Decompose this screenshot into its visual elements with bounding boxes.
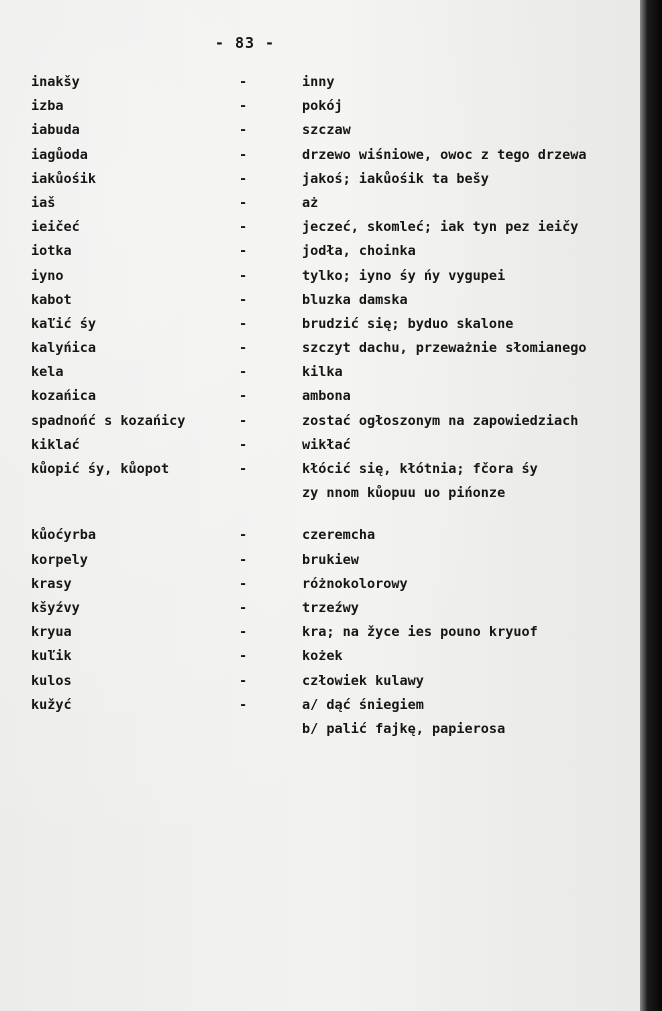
glossary-continuation-row <box>31 481 641 505</box>
separator-dash: - <box>239 146 248 163</box>
separator-dash: - <box>239 527 248 544</box>
separator-dash: - <box>239 461 248 477</box>
separator-dash: - <box>239 599 248 616</box>
separator-dash: - <box>239 315 248 332</box>
definition: jodła, choinka <box>302 243 416 260</box>
separator-dash: - <box>239 340 248 357</box>
glossary-row <box>31 596 641 620</box>
definition: aż <box>302 194 319 211</box>
separator-dash: - <box>239 219 248 236</box>
definition: kłócić się, kłótnia; fčora śy <box>302 461 538 477</box>
glossary-row <box>31 70 641 94</box>
definition: a/ dąć śniegiem <box>302 696 424 713</box>
dialect-term: kšyźvy <box>31 599 80 616</box>
separator-dash: - <box>239 267 248 284</box>
glossary-row <box>31 360 641 384</box>
separator-dash: - <box>239 575 248 592</box>
glossary-row <box>31 523 641 547</box>
definition-continuation: b/ palić fajkę, papierosa <box>302 720 506 737</box>
dialect-term: kalyńica <box>31 340 97 357</box>
glossary-row <box>31 215 641 239</box>
definition: szczyt dachu, przeważnie słomianego <box>302 340 587 357</box>
glossary-row <box>31 384 641 408</box>
definition: jakoś; iakůośik ta bešy <box>302 170 489 187</box>
definition: brudzić się; byduo skalone <box>302 315 514 332</box>
definition: tylko; iyno śy ńy vygupei <box>302 267 506 284</box>
dialect-term: krasy <box>31 575 72 592</box>
glossary-row <box>31 409 641 433</box>
dialect-term: iagůoda <box>31 146 88 163</box>
glossary-row <box>31 548 641 572</box>
glossary-row <box>31 457 641 481</box>
definition: inny <box>302 74 335 90</box>
separator-dash: - <box>239 194 248 211</box>
dialect-term: kabot <box>31 291 72 308</box>
glossary-row <box>31 572 641 596</box>
separator-dash: - <box>239 672 248 689</box>
glossary-row <box>31 264 641 288</box>
definition: trzeźwy <box>302 599 359 616</box>
separator-dash: - <box>239 243 248 260</box>
separator-dash: - <box>239 551 248 568</box>
dialect-term: iyno <box>31 267 64 284</box>
definition-continuation: zy nnom kůopuu uo pińonze <box>302 485 506 502</box>
glossary-row <box>31 167 641 191</box>
separator-dash: - <box>239 624 248 641</box>
separator-dash: - <box>239 122 248 139</box>
separator-dash: - <box>239 388 248 405</box>
definition: kożek <box>302 648 343 665</box>
definition: kra; na žyce ies pouno kryuof <box>302 624 538 641</box>
dialect-term: kuľik <box>31 648 72 665</box>
separator-dash: - <box>239 74 248 90</box>
glossary-row <box>31 312 641 336</box>
separator-dash: - <box>239 291 248 308</box>
separator-dash: - <box>239 364 248 381</box>
glossary-list <box>31 70 641 741</box>
page-number: - 83 - <box>214 34 276 52</box>
dialect-term: kužyć <box>31 696 72 713</box>
dialect-term: iabuda <box>31 122 80 139</box>
definition: różnokolorowy <box>302 575 408 592</box>
definition: szczaw <box>302 122 351 139</box>
glossary-row <box>31 191 641 215</box>
definition: ambona <box>302 388 351 405</box>
separator-dash: - <box>239 648 248 665</box>
glossary-row <box>31 433 641 457</box>
glossary-row <box>31 288 641 312</box>
definition: drzewo wiśniowe, owoc z tego drzewa <box>302 146 587 163</box>
glossary-row <box>31 336 641 360</box>
dialect-term: inakšy <box>31 74 80 90</box>
definition: jeczeć, skomleć; iak tyn pez ieičy <box>302 219 579 236</box>
glossary-continuation-row <box>31 717 641 741</box>
dialect-term: iotka <box>31 243 72 260</box>
separator-dash: - <box>239 412 248 429</box>
definition: zostać ogłoszonym na zapowiedziach <box>302 412 579 429</box>
dialect-term: kela <box>31 364 64 381</box>
definition: bluzka damska <box>302 291 408 308</box>
definition: człowiek kulawy <box>302 672 424 689</box>
separator-dash: - <box>239 170 248 187</box>
dialect-term: kůopić śy, kůopot <box>31 461 170 477</box>
spacer <box>31 505 641 523</box>
dialect-term: iaš <box>31 194 56 211</box>
glossary-row <box>31 143 641 167</box>
dialect-term: kulos <box>31 672 72 689</box>
dialect-term: ieičeć <box>31 219 80 236</box>
glossary-row <box>31 620 641 644</box>
dialect-term: korpely <box>31 551 88 568</box>
dialect-term: spadnońć s kozańicy <box>31 412 186 429</box>
definition: czeremcha <box>302 527 376 544</box>
definition: pokój <box>302 98 343 115</box>
definition: kilka <box>302 364 343 381</box>
dialect-term: iakůośik <box>31 170 97 187</box>
glossary-row <box>31 94 641 118</box>
separator-dash: - <box>239 696 248 713</box>
glossary-row <box>31 118 641 142</box>
dialect-term: kozańica <box>31 388 97 405</box>
separator-dash: - <box>239 436 248 453</box>
dialect-term: kryua <box>31 624 72 641</box>
glossary-row <box>31 693 641 717</box>
definition: brukiew <box>302 551 359 568</box>
dialect-term: kaľić śy <box>31 315 97 332</box>
glossary-row <box>31 644 641 668</box>
dialect-term: kiklać <box>31 436 80 453</box>
dialect-term: izba <box>31 98 64 115</box>
dialect-term: kůoćyrba <box>31 527 97 544</box>
glossary-row <box>31 239 641 263</box>
definition: wikłać <box>302 436 351 453</box>
separator-dash: - <box>239 98 248 115</box>
glossary-row <box>31 669 641 693</box>
scan-edge-shadow <box>640 0 662 1011</box>
